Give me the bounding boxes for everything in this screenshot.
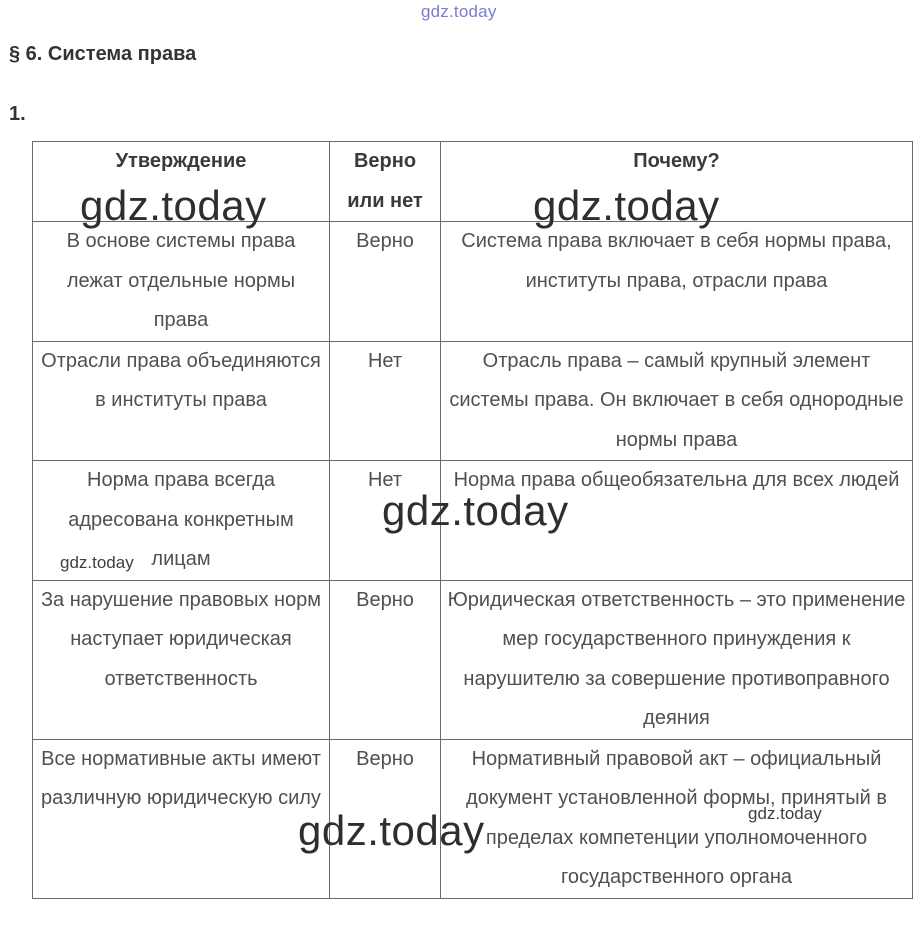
cell-statement: Все нормативные акты имеют различную юридическую силу	[33, 739, 330, 898]
cell-reason: Система права включает в себя нормы права, институты права, отрасли права	[441, 222, 913, 342]
cell-verdict: Верно	[330, 580, 441, 739]
header-is-true-line1: Верно	[353, 150, 417, 172]
cell-reason: Норма права общеобязательна для всех людей	[441, 461, 913, 581]
header-statement: Утверждение	[33, 142, 330, 222]
cell-reason: Нормативный правовой акт – официальный документ установленной формы, принятый в пределах компетенции уполномоченного государственного органа	[441, 739, 913, 898]
cell-statement: Отрасли права объединяются в институты права	[33, 341, 330, 461]
cell-statement: В основе системы права лежат отдельные нормы права	[33, 222, 330, 342]
task-number: 1.	[9, 103, 26, 125]
watermark-large: gdz.today	[533, 182, 720, 229]
cell-verdict: Верно	[330, 222, 441, 342]
header-is-true-line2: или нет	[347, 189, 423, 212]
cell-statement: За нарушение правовых норм наступает юридическая ответственность	[33, 580, 330, 739]
watermark-small: gdz.today	[60, 553, 134, 572]
table-row	[33, 341, 913, 461]
cell-verdict: Нет	[330, 341, 441, 461]
table-row	[33, 222, 913, 342]
cell-verdict: Верно	[330, 739, 441, 898]
watermark-small: gdz.today	[748, 804, 822, 823]
watermark-large: gdz.today	[382, 487, 569, 534]
cell-reason: Юридическая ответственность – это применение мер государственного принуждения к нарушителю за совершение противоправного деяния	[441, 580, 913, 739]
cell-reason: Отрасль права – самый крупный элемент системы права. Он включает в себя однородные нормы права	[441, 341, 913, 461]
cell-statement: Норма права всегда адресована конкретным лицам	[33, 461, 330, 581]
section-title: § 6. Система права	[9, 43, 197, 65]
watermark-top: gdz.today	[421, 2, 497, 21]
watermark-large: gdz.today	[298, 807, 485, 854]
cell-verdict: Нет	[330, 461, 441, 581]
table-row	[33, 580, 913, 739]
header-why: Почему?	[441, 142, 913, 222]
header-is-true	[330, 142, 441, 222]
watermark-large: gdz.today	[80, 182, 267, 229]
